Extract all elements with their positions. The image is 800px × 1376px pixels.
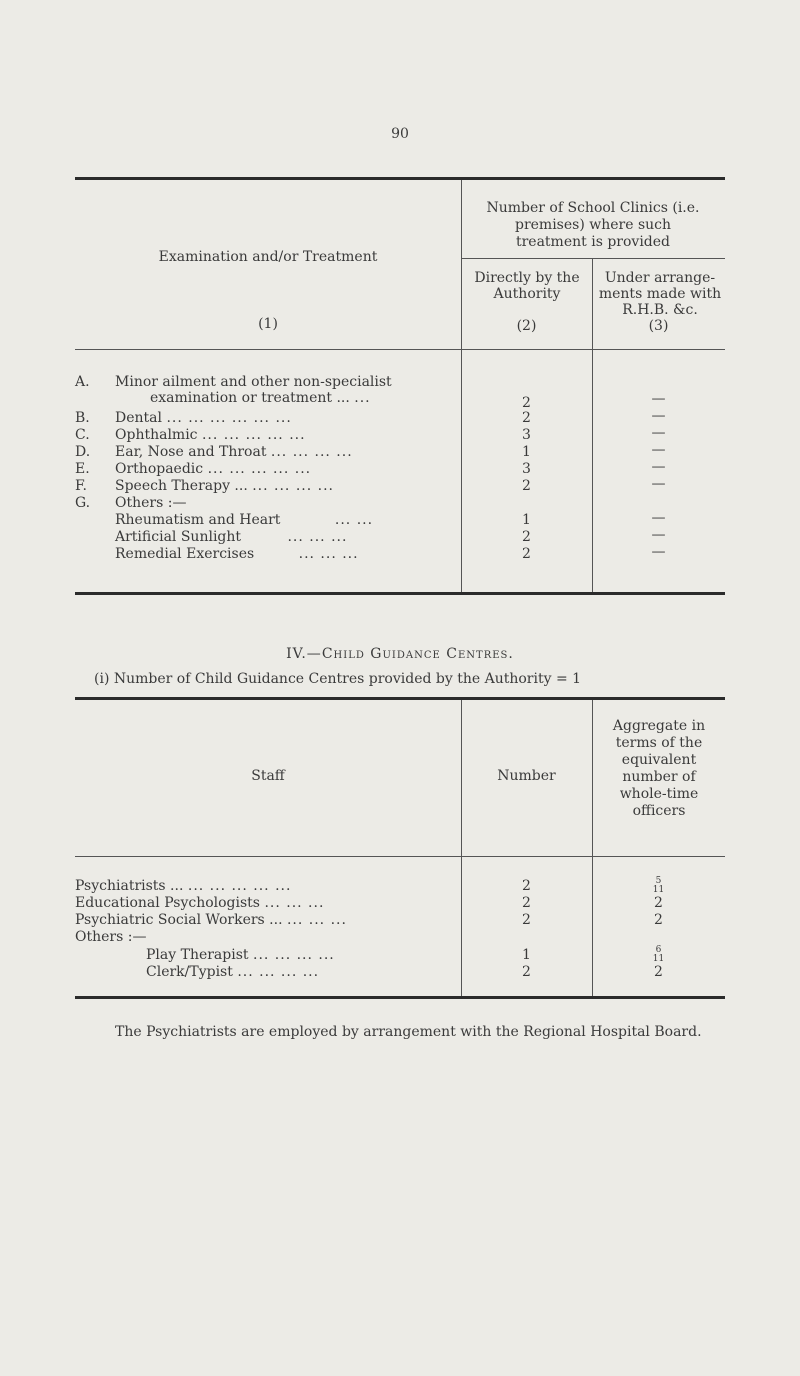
row-c-label: Ophthalmic ... ... ... ... ...: [115, 427, 306, 443]
table2-bottom-rule: [75, 996, 725, 999]
staff-row-edpsych-label: Educational Psychologists ... ... ...: [75, 895, 325, 911]
table1-col3-header: Under arrange- ments made with R.H.B. &c.: [598, 270, 722, 318]
row-e-letter: E.: [75, 461, 90, 477]
row-g2-direct: 2: [522, 529, 531, 545]
row-a-rhb: —: [651, 391, 666, 407]
section-title: IV.—Child Guidance Centres.: [286, 646, 514, 662]
table1-group-rule: [461, 258, 725, 259]
staff-row-playtherapist-label: Play Therapist ... ... ... ...: [146, 947, 335, 963]
row-d-letter: D.: [75, 444, 91, 460]
row-f-direct: 2: [522, 478, 531, 494]
row-g3-label: Remedial Exercises ... ... ...: [115, 546, 359, 562]
table2-top-rule: [75, 697, 725, 700]
section-subtitle: (i) Number of Child Guidance Centres provided by the Authority = 1: [94, 671, 582, 687]
staff-row-others-label: Others :—: [75, 929, 147, 945]
row-g2-rhb: —: [651, 527, 666, 543]
row-g2-label: Artificial Sunlight ... ... ...: [115, 529, 348, 545]
row-g1-direct: 1: [522, 512, 531, 528]
staff-row-clerk-number: 2: [522, 964, 531, 980]
staff-row-clerk-label: Clerk/Typist ... ... ... ...: [146, 964, 320, 980]
row-c-direct: 3: [522, 427, 531, 443]
row-b-rhb: —: [651, 408, 666, 424]
staff-row-edpsych-number: 2: [522, 895, 531, 911]
row-a-label: Minor ailment and other non-specialist: [115, 374, 392, 390]
row-e-rhb: —: [651, 459, 666, 475]
row-c-letter: C.: [75, 427, 90, 443]
staff-row-clerk-aggregate: 2: [654, 964, 663, 980]
row-g-label: Others :—: [115, 495, 187, 511]
staff-row-edpsych-aggregate: 2: [654, 895, 663, 911]
row-a-letter: A.: [75, 374, 90, 390]
table2-col3-header: Aggregate in terms of the equivalent number of whole-time officers: [612, 718, 706, 819]
row-g3-direct: 2: [522, 546, 531, 562]
row-c-rhb: —: [651, 425, 666, 441]
table1-col2-num: (2): [516, 318, 537, 334]
row-b-label: Dental ... ... ... ... ... ...: [115, 410, 292, 426]
staff-row-psychiatrists-aggregate: 5 11: [652, 876, 665, 895]
row-a-direct: 2: [522, 395, 531, 411]
row-g-letter: G.: [75, 495, 91, 511]
row-g1-label: Rheumatism and Heart ... ...: [115, 512, 374, 528]
row-a-label-2: examination or treatment ... ...: [150, 390, 371, 406]
staff-row-socialwork-label: Psychiatric Social Workers ... ... ... ...: [75, 912, 347, 928]
row-d-rhb: —: [651, 442, 666, 458]
row-g3-rhb: —: [651, 544, 666, 560]
row-d-label: Ear, Nose and Throat ... ... ... ...: [115, 444, 353, 460]
table2-col2-header: Number: [497, 768, 556, 784]
row-f-letter: F.: [75, 478, 87, 494]
table1-group-header: Number of School Clinics (i.e. premises) where such treatment is provided: [486, 200, 700, 250]
table1-col1-header: Examination and/or Treatment: [158, 249, 378, 265]
staff-row-playtherapist-number: 1: [522, 947, 531, 963]
table1-col2-header: Directly by the Authority: [474, 270, 580, 302]
table1-top-rule: [75, 177, 725, 180]
staff-row-psychiatrists-number: 2: [522, 878, 531, 894]
table2-header-rule: [75, 856, 725, 857]
row-f-label: Speech Therapy ... ... ... ... ...: [115, 478, 334, 494]
row-f-rhb: —: [651, 476, 666, 492]
row-e-direct: 3: [522, 461, 531, 477]
staff-row-psychiatrists-label: Psychiatrists ... ... ... ... ... ...: [75, 878, 292, 894]
staff-row-playtherapist-aggregate: 6 11: [652, 945, 665, 964]
staff-row-socialwork-aggregate: 2: [654, 912, 663, 928]
table1-header-rule: [75, 349, 725, 350]
row-b-letter: B.: [75, 410, 90, 426]
table1-col1-num: (1): [258, 316, 278, 332]
row-b-direct: 2: [522, 410, 531, 426]
footnote: The Psychiatrists are employed by arrangement with the Regional Hospital Board.: [115, 1024, 702, 1040]
page-number: 90: [391, 126, 409, 142]
staff-row-socialwork-number: 2: [522, 912, 531, 928]
row-g1-rhb: —: [651, 510, 666, 526]
table2-col1-header: Staff: [251, 768, 285, 784]
row-d-direct: 1: [522, 444, 531, 460]
row-e-label: Orthopaedic ... ... ... ... ...: [115, 461, 312, 477]
table1-bottom-rule: [75, 592, 725, 595]
table1-col3-num: (3): [648, 318, 669, 334]
